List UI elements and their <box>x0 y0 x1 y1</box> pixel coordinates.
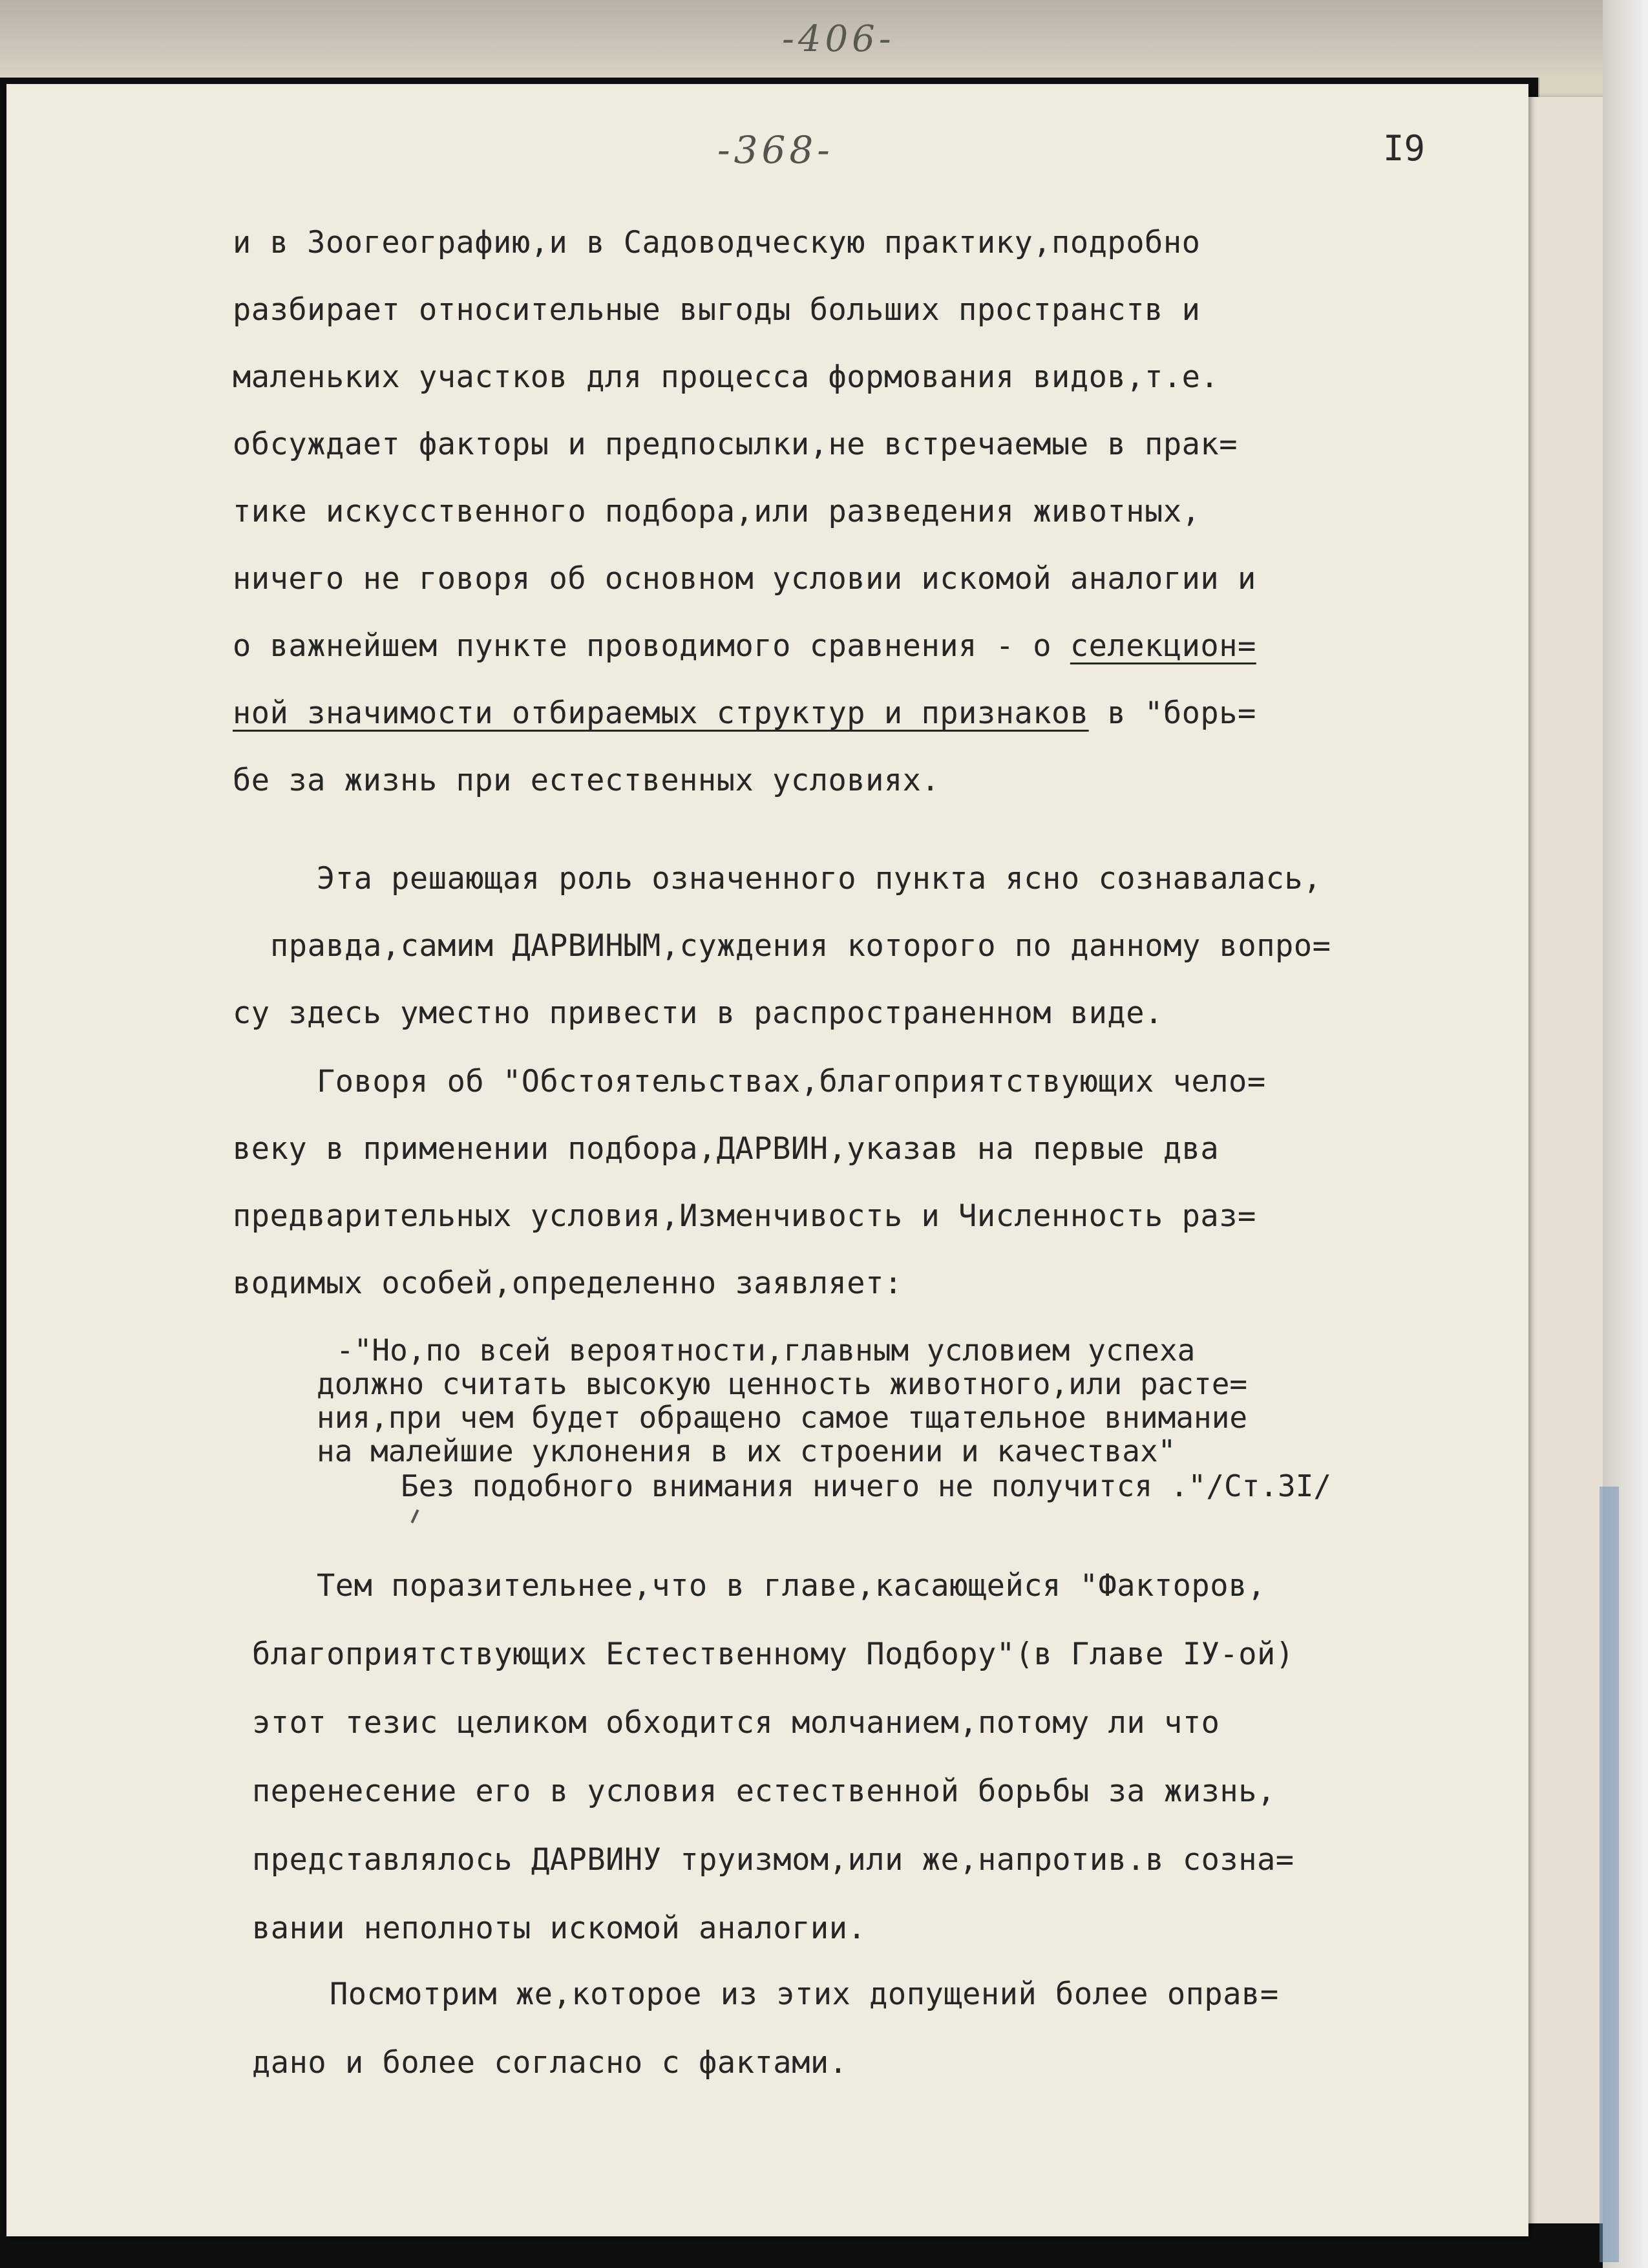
text-line: разбирает относительные выгоды больших пространств и <box>233 292 1201 328</box>
text-line: и в Зоогеографию,и в Садоводческую практику,подробно <box>233 225 1201 260</box>
text-segment: в "борь= <box>1088 695 1256 731</box>
text-line: представлялось ДАРВИНУ труизмом,или же,напротив.в созна= <box>252 1842 1294 1878</box>
text-line <box>233 695 1256 731</box>
text-line: Эта решающая роль означенного пункта ясно сознавалась, <box>317 861 1322 896</box>
text-line: дано и более согласно с фактами. <box>252 2045 848 2081</box>
underlined-text: селекцион= <box>1070 628 1256 664</box>
page-number: I9 <box>1383 128 1426 169</box>
text-line: Говоря об "Обстоятельствах,благоприятствующих чело= <box>317 1064 1266 1099</box>
archive-number-mid: -368- <box>717 128 834 172</box>
text-line: этот тезис целиком обходится молчанием,потому ли что <box>252 1705 1220 1741</box>
quote-line: ния,при чем будет обращено самое тщательное внимание <box>317 1400 1248 1435</box>
text-line: бе за жизнь при естественных условиях. <box>233 763 940 798</box>
text-line: Посмотрим же,которое из этих допущений более оправ= <box>330 1977 1279 2012</box>
text-line: правда,самим ДАРВИНЫМ,суждения которого по данному вопро= <box>270 928 1331 964</box>
underlined-text: ной значимости отбираемых структур и признаков <box>233 695 1089 731</box>
quote-line: -"Но,по всей вероятности,главным условием успеха <box>336 1333 1196 1368</box>
text-segment: о важнейшем пункте проводимого сравнения - о <box>233 628 1070 664</box>
text-line: предварительных условия,Изменчивость и Численность раз= <box>233 1198 1256 1234</box>
text-line <box>233 628 1256 664</box>
blue-edge-strip <box>1600 1487 1619 2262</box>
text-line: ничего не говоря об основном условии искомой аналогии и <box>233 561 1256 597</box>
quote-line: на малейшие уклонения в их строении и качествах" <box>317 1434 1176 1468</box>
quote-line: должно считать высокую ценность животного,или расте= <box>317 1366 1248 1401</box>
text-line: веку в применении подбора,ДАРВИН,указав на первые два <box>233 1131 1220 1167</box>
text-line: благоприятствующих Естественному Подбору"(в Главе IУ-ой) <box>252 1637 1294 1672</box>
text-line: перенесение его в условия естественной борьбы за жизнь, <box>252 1774 1276 1809</box>
text-line: вании неполноты искомой аналогии. <box>252 1911 867 1946</box>
text-line: тике искусственного подбора,или разведения животных, <box>233 494 1201 529</box>
text-line: водимых особей,определенно заявляет: <box>233 1266 903 1301</box>
text-line: су здесь уместно привести в распространенном виде. <box>233 995 1163 1031</box>
text-line: обсуждает факторы и предпосылки,не встречаемые в прак= <box>233 427 1238 462</box>
text-line: Тем поразительнее,что в главе,касающейся "Факторов, <box>317 1568 1266 1604</box>
quote-line: Без подобного внимания ничего не получится ."/Ст.3I/ <box>401 1468 1332 1503</box>
text-line: маленьких участков для процесса формования видов,т.е. <box>233 359 1220 395</box>
archive-number-top: -406- <box>782 18 895 60</box>
